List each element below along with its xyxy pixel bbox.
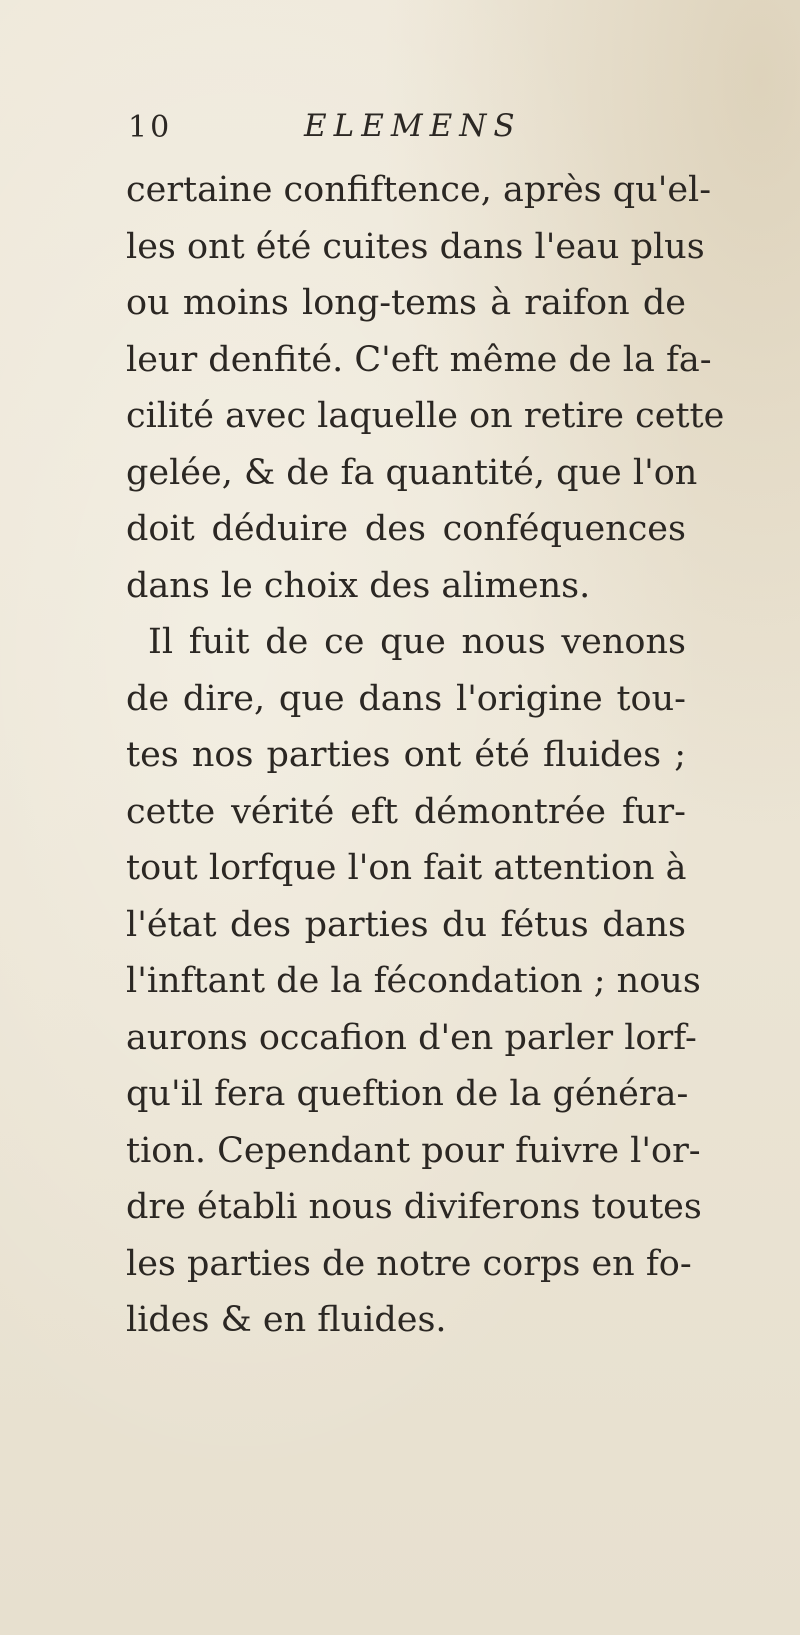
text-line: dre établi nous diviferons toutes bbox=[126, 1187, 702, 1227]
text-line: les parties de notre corps en fo- bbox=[126, 1243, 692, 1284]
text-line: tion. Cependant pour fuivre l'or- bbox=[126, 1130, 701, 1171]
page-number: 10 bbox=[128, 110, 173, 145]
text-line: Il fuit de ce que nous venons bbox=[148, 622, 686, 662]
text-line: dans le choix des alimens. bbox=[126, 565, 591, 606]
text-line: tes nos parties ont été fluides ; bbox=[126, 735, 686, 775]
text-line: tout lorfque l'on fait attention à bbox=[126, 848, 687, 888]
text-line: ou moins long-tems à raifon de bbox=[126, 283, 686, 323]
text-line: leur denfité. C'eft même de la fa- bbox=[126, 339, 712, 380]
text-line: cilité avec laquelle on retire cette bbox=[126, 396, 725, 436]
text-line: aurons occafion d'en parler lorf- bbox=[126, 1017, 697, 1058]
text-line: de dire, que dans l'origine tou- bbox=[126, 678, 686, 719]
body-text bbox=[126, 162, 725, 1349]
text-line: doit déduire des conféquences bbox=[126, 509, 686, 549]
text-line: gelée, & de fa quantité, que l'on bbox=[126, 452, 698, 493]
text-line: cette vérité eft démontrée fur- bbox=[126, 791, 686, 832]
text-line: l'état des parties du fétus dans bbox=[126, 904, 686, 945]
text-line: les ont été cuites dans l'eau plus bbox=[126, 226, 705, 267]
text-line: certaine confiftence, après qu'el- bbox=[126, 170, 712, 210]
text-line: qu'il fera queftion de la généra- bbox=[126, 1074, 689, 1114]
page-header bbox=[126, 108, 686, 158]
running-head: ELEMENS bbox=[304, 108, 522, 144]
text-line: l'inftant de la fécondation ; nous bbox=[126, 961, 701, 1001]
text-line: lides & en fluides. bbox=[126, 1300, 447, 1340]
